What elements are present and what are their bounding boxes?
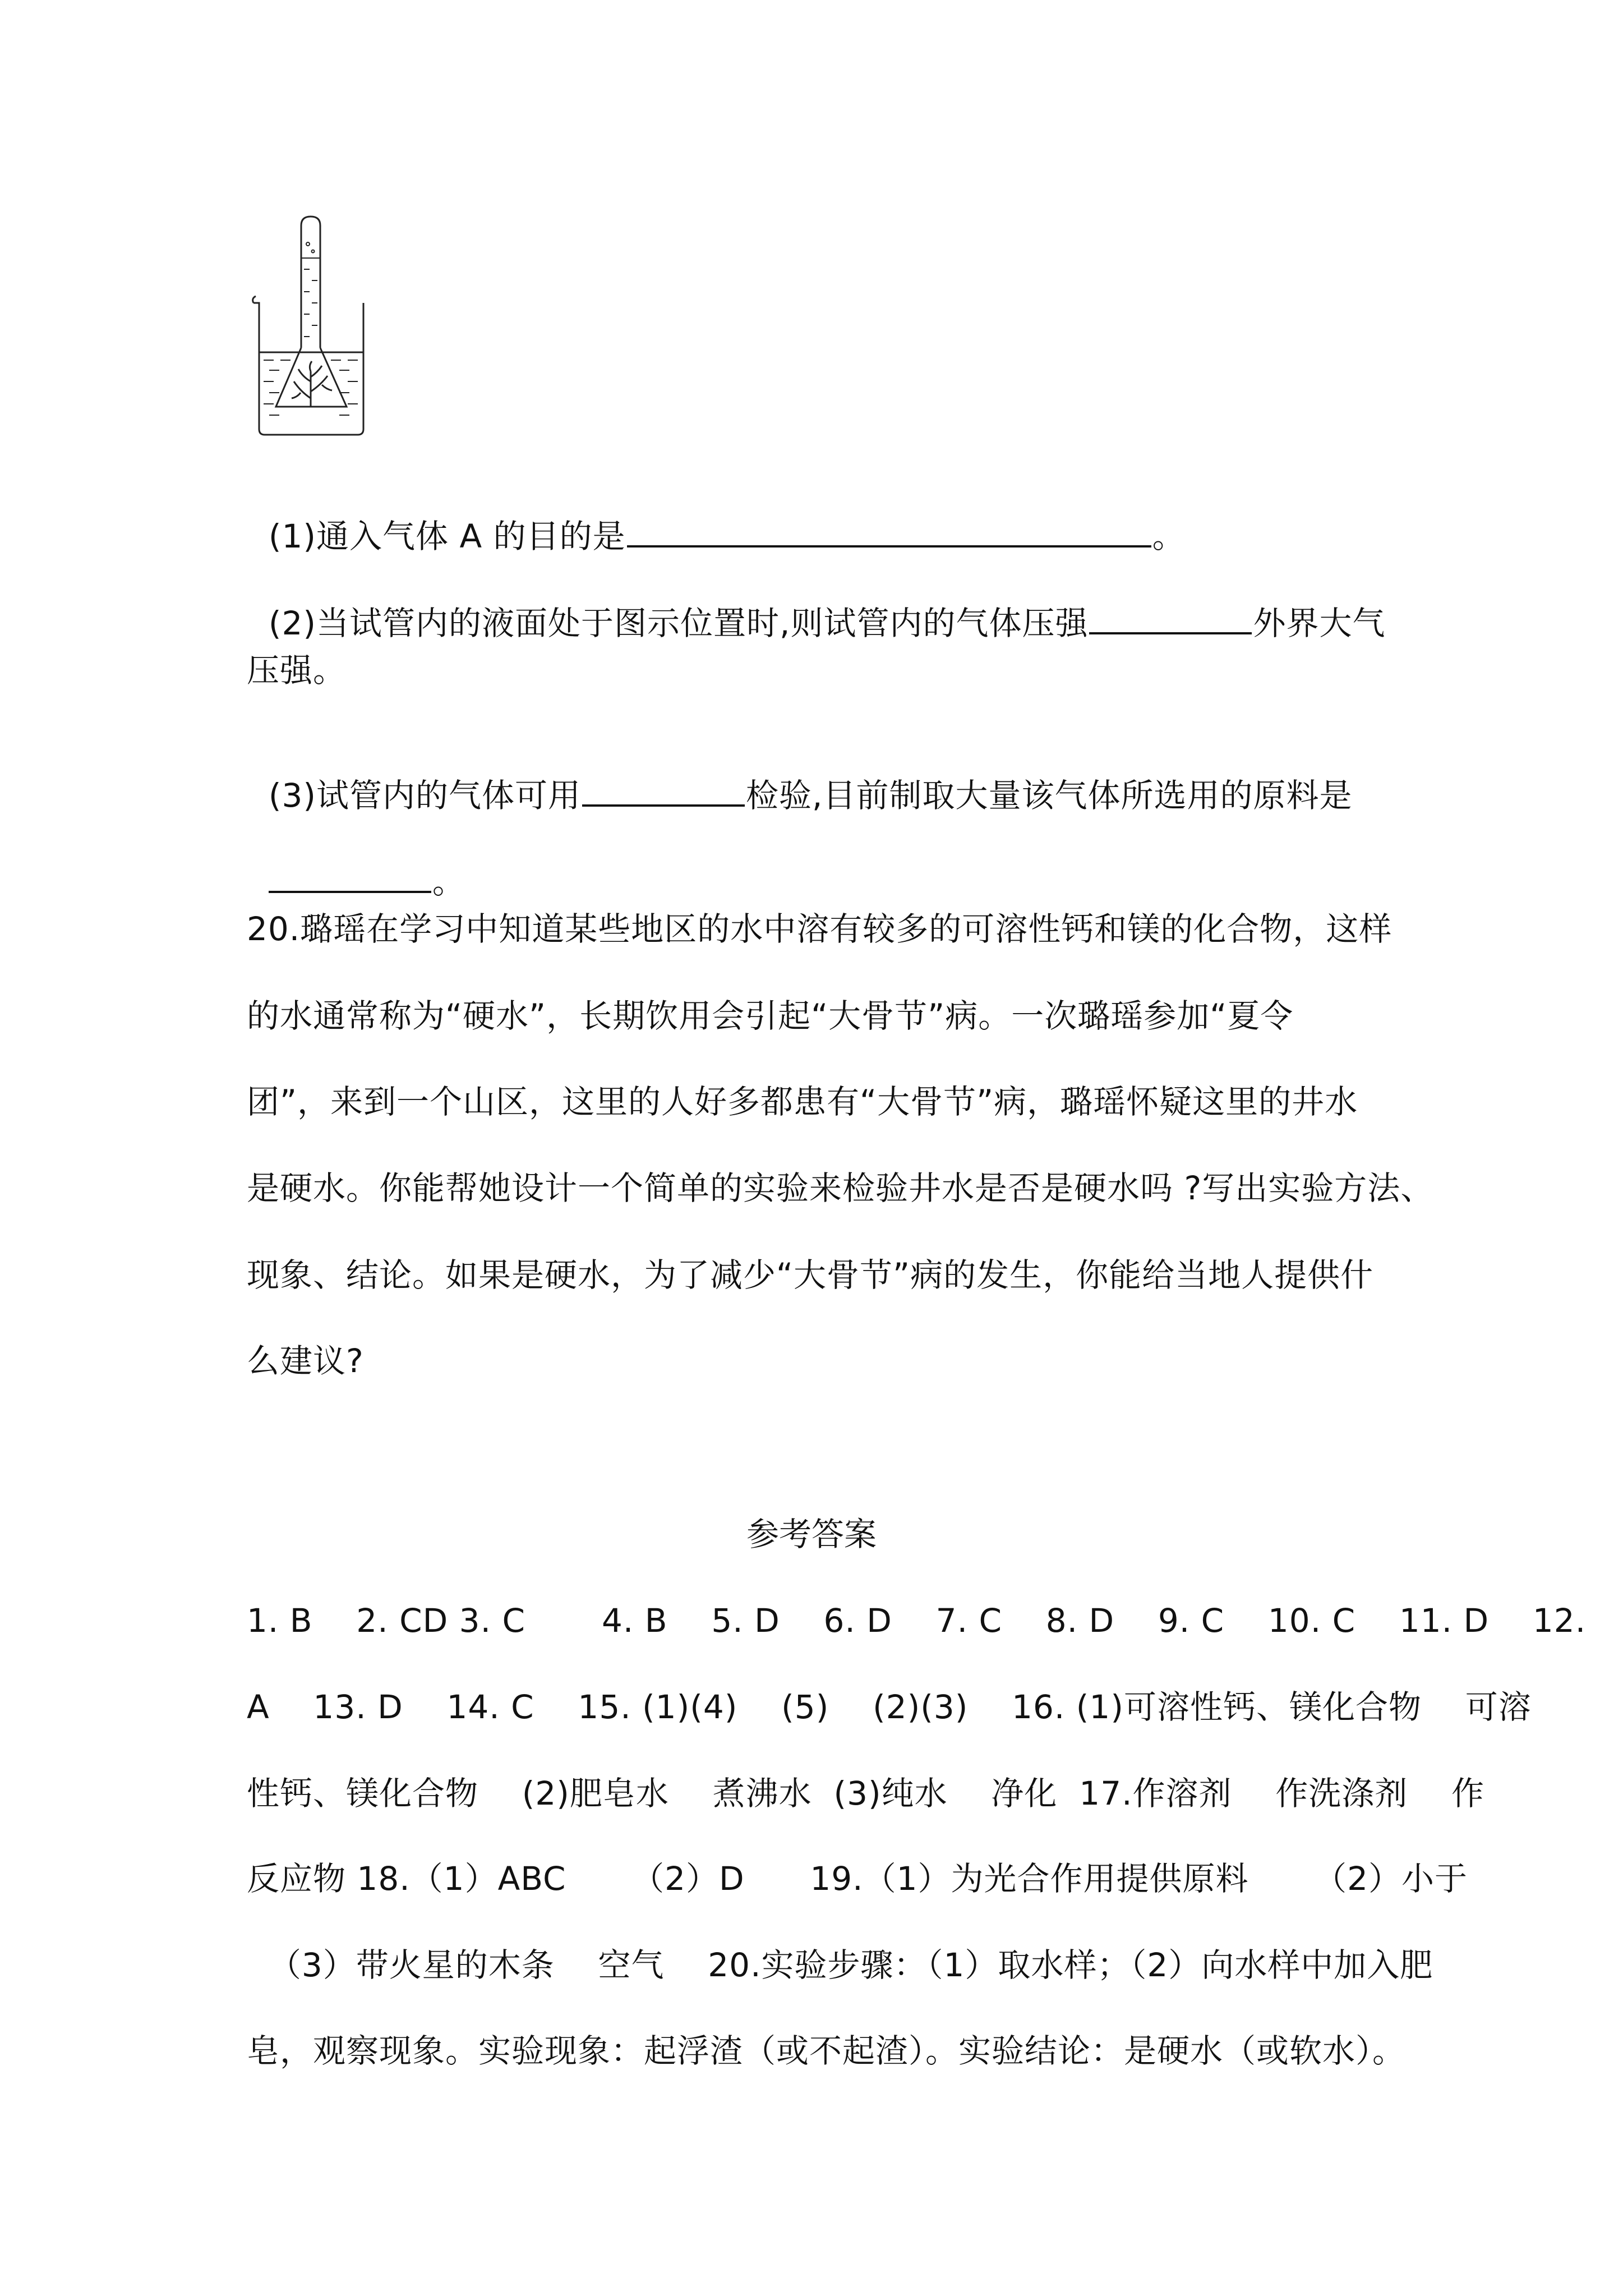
q1-text: (1)通入气体 A 的目的是 <box>268 517 626 555</box>
q3-tail: 检验,目前制取大量该气体所选用的原料是 <box>746 776 1353 815</box>
question-19-1 <box>247 480 1186 553</box>
answer-blank-1[interactable] <box>627 513 1151 547</box>
q2-text: (2)当试管内的液面处于图示位置时,则试管内的气体压强 <box>268 604 1089 642</box>
answer-blank-3[interactable] <box>582 772 745 807</box>
question-19-3 <box>247 739 1353 815</box>
answer-line: 性钙、镁化合物 (2)肥皂水 煮沸水 (3)纯水 净化 17.作溶剂 作洗涤剂 作 <box>247 1774 1485 1812</box>
question-19-2-continued: 压强。 <box>247 651 347 689</box>
answer-blank-2[interactable] <box>1089 600 1252 634</box>
question-20-line: 团”，来到一个山区，这里的人好多都患有“大骨节”病，璐瑶怀疑这里的井水 <box>247 1083 1358 1121</box>
question-20-line: 是硬水。你能帮她设计一个简单的实验来检验井水是否是硬水吗 ?写出实验方法、 <box>247 1169 1434 1207</box>
answer-line: 皂，观察现象。实验现象：起浮渣（或不起渣）。实验结论：是硬水（或软水）。 <box>247 2032 1406 2070</box>
q3-end: 。 <box>432 863 465 901</box>
question-19-2 <box>247 567 1386 642</box>
apparatus-figure <box>247 213 376 438</box>
question-20-line: 现象、结论。如果是硬水，为了减少“大骨节”病的发生，你能给当地人提供什 <box>247 1256 1374 1294</box>
question-19-3-continued <box>247 826 465 901</box>
q1-end: 。 <box>1152 517 1186 555</box>
answer-blank-4[interactable] <box>269 858 431 893</box>
answer-line: 1. B 2. CD 3. C 4. B 5. D 6. D 7. C 8. D 9. C 10. C 11. D 12. <box>247 1602 1587 1640</box>
question-20-line: 的水通常称为“硬水”，长期饮用会引起“大骨节”病。一次璐瑶参加“夏令 <box>247 997 1294 1035</box>
question-20-line: 20.璐瑶在学习中知道某些地区的水中溶有较多的可溶性钙和镁的化合物，这样 <box>247 910 1393 948</box>
q3-text: (3)试管内的气体可用 <box>268 776 582 815</box>
answer-line: 反应物 18.（1）ABC （2）D 19.（1）为光合作用提供原料 （2）小于 <box>247 1860 1468 1898</box>
answer-line: A 13. D 14. C 15. (1)(4) (5) (2)(3) 16. (1)可溶性钙、镁化合物 可溶 <box>247 1688 1532 1726</box>
answer-key-title: 参考答案 <box>746 1515 877 1553</box>
answer-line: （3）带火星的木条 空气 20.实验步骤：（1）取水样；（2）向水样中加入肥 <box>247 1946 1433 1984</box>
q2-tail: 外界大气 <box>1253 604 1386 642</box>
question-20-line: 么建议? <box>247 1342 364 1380</box>
